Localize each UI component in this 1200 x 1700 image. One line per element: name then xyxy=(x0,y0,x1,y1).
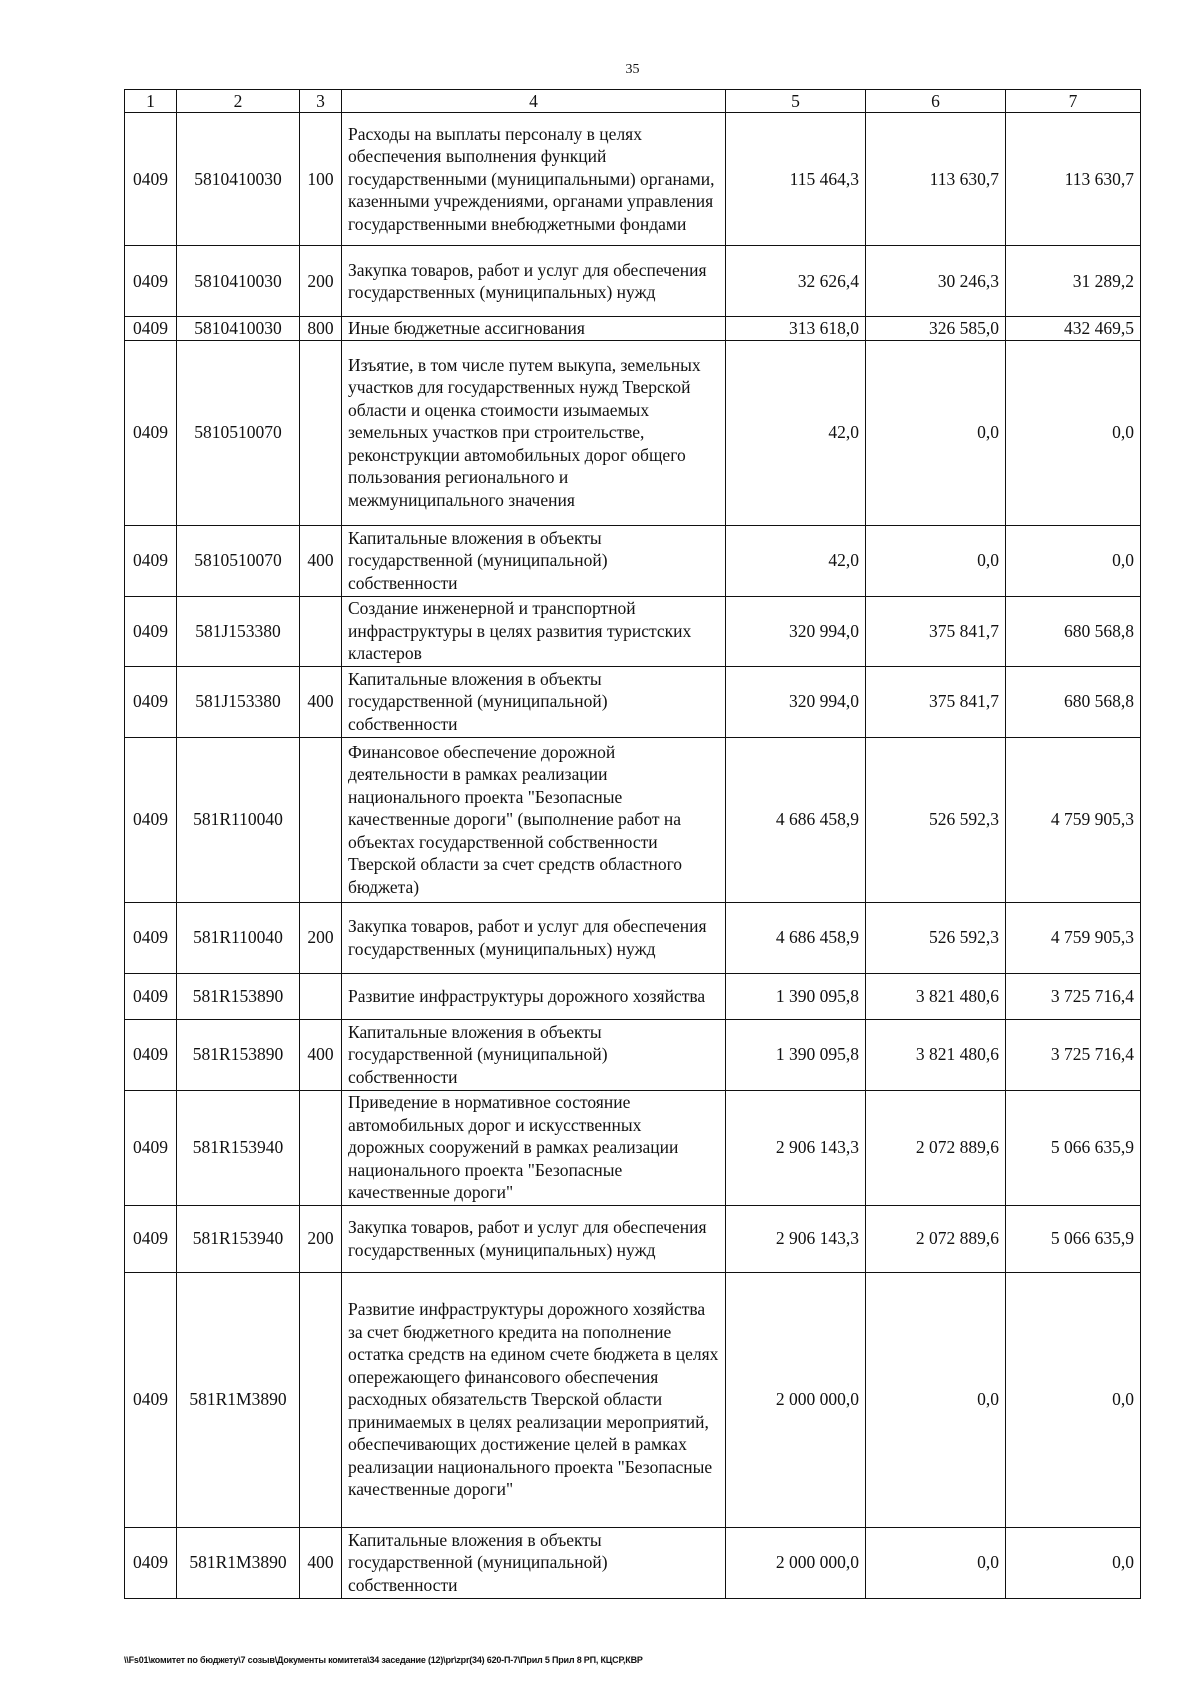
amount-year-2: 0,0 xyxy=(866,1272,1006,1527)
section-code: 0409 xyxy=(125,973,177,1019)
amount-year-1: 1 390 095,8 xyxy=(726,1019,866,1090)
amount-year-1: 313 618,0 xyxy=(726,317,866,341)
target-article-code: 581R1M3890 xyxy=(177,1527,300,1598)
section-code: 0409 xyxy=(125,1019,177,1090)
expense-type-code: 100 xyxy=(300,113,342,246)
amount-year-1: 42,0 xyxy=(726,340,866,525)
amount-year-2: 0,0 xyxy=(866,1527,1006,1598)
target-article-code: 581R110040 xyxy=(177,902,300,973)
amount-year-3: 5 066 635,9 xyxy=(1006,1090,1141,1205)
expense-description: Изъятие, в том числе путем выкупа, земельных участков для государственных нужд Тверской области и оценка стоимости изымаемых земельных участков при строительстве, реконструкции автомобильных дорог общего пользования регионального и межмуниципального значения xyxy=(342,340,726,525)
table-row xyxy=(125,1019,1141,1090)
target-article-code: 5810410030 xyxy=(177,317,300,341)
expense-description: Капитальные вложения в объекты государственной (муниципальной) собственности xyxy=(342,1527,726,1598)
expense-description: Капитальные вложения в объекты государственной (муниципальной) собственности xyxy=(342,666,726,737)
expense-type-code xyxy=(300,1090,342,1205)
expense-type-code: 200 xyxy=(300,902,342,973)
target-article-code: 581R153940 xyxy=(177,1090,300,1205)
column-header: 3 xyxy=(300,90,342,113)
expense-description: Капитальные вложения в объекты государственной (муниципальной) собственности xyxy=(342,1019,726,1090)
amount-year-3: 4 759 905,3 xyxy=(1006,737,1141,902)
column-header: 5 xyxy=(726,90,866,113)
amount-year-2: 526 592,3 xyxy=(866,737,1006,902)
table-row xyxy=(125,737,1141,902)
expense-description: Финансовое обеспечение дорожной деятельности в рамках реализации национального проекта "Безопасные качественные дороги" (выполнение работ на объектах государственной собственности Тверской области за счет средств областного бюджета) xyxy=(342,737,726,902)
expense-description: Капитальные вложения в объекты государственной (муниципальной) собственности xyxy=(342,525,726,596)
table-row xyxy=(125,113,1141,246)
section-code: 0409 xyxy=(125,317,177,341)
file-path-footer: \\Fs01\комитет по бюджету\7 созыв\Документы комитета\34 заседание (12)\pr\zpr(34) 620-П-7\Прил 5 Прил 8 РП, КЦСР,КВР xyxy=(124,1655,643,1665)
amount-year-1: 115 464,3 xyxy=(726,113,866,246)
amount-year-3: 3 725 716,4 xyxy=(1006,1019,1141,1090)
section-code: 0409 xyxy=(125,666,177,737)
target-article-code: 5810410030 xyxy=(177,246,300,317)
amount-year-2: 0,0 xyxy=(866,525,1006,596)
expense-type-code: 400 xyxy=(300,666,342,737)
target-article-code: 581R110040 xyxy=(177,737,300,902)
expense-type-code xyxy=(300,1272,342,1527)
column-header: 2 xyxy=(177,90,300,113)
expense-description: Расходы на выплаты персоналу в целях обеспечения выполнения функций государственными (муниципальными) органами, казенными учреждениями, органами управления государственными внебюджетными фондами xyxy=(342,113,726,246)
amount-year-3: 31 289,2 xyxy=(1006,246,1141,317)
column-header: 6 xyxy=(866,90,1006,113)
expense-type-code: 200 xyxy=(300,246,342,317)
table-row xyxy=(125,1272,1141,1527)
amount-year-3: 0,0 xyxy=(1006,525,1141,596)
amount-year-2: 526 592,3 xyxy=(866,902,1006,973)
target-article-code: 581J153380 xyxy=(177,596,300,666)
expense-type-code: 400 xyxy=(300,1019,342,1090)
section-code: 0409 xyxy=(125,1272,177,1527)
amount-year-1: 42,0 xyxy=(726,525,866,596)
expense-description: Закупка товаров, работ и услуг для обеспечения государственных (муниципальных) нужд xyxy=(342,1205,726,1272)
amount-year-1: 2 000 000,0 xyxy=(726,1272,866,1527)
expense-type-code: 200 xyxy=(300,1205,342,1272)
amount-year-1: 4 686 458,9 xyxy=(726,737,866,902)
amount-year-1: 2 000 000,0 xyxy=(726,1527,866,1598)
table-row xyxy=(125,666,1141,737)
amount-year-2: 113 630,7 xyxy=(866,113,1006,246)
amount-year-1: 4 686 458,9 xyxy=(726,902,866,973)
target-article-code: 581R1M3890 xyxy=(177,1272,300,1527)
section-code: 0409 xyxy=(125,246,177,317)
amount-year-2: 2 072 889,6 xyxy=(866,1090,1006,1205)
expense-type-code: 400 xyxy=(300,1527,342,1598)
page-number: 35 xyxy=(625,62,640,77)
amount-year-1: 2 906 143,3 xyxy=(726,1090,866,1205)
amount-year-3: 0,0 xyxy=(1006,1272,1141,1527)
amount-year-1: 320 994,0 xyxy=(726,666,866,737)
amount-year-2: 3 821 480,6 xyxy=(866,973,1006,1019)
amount-year-2: 326 585,0 xyxy=(866,317,1006,341)
amount-year-3: 113 630,7 xyxy=(1006,113,1141,246)
expense-type-code xyxy=(300,596,342,666)
expense-type-code: 800 xyxy=(300,317,342,341)
column-number-row xyxy=(125,90,1141,113)
expense-description: Развитие инфраструктуры дорожного хозяйства за счет бюджетного кредита на пополнение остатка средств на едином счете бюджета в целях опережающего финансового обеспечения расходных обязательств Тверской области принимаемых в целях реализации мероприятий, обеспечивающих достижение целей в рамках реализации национального проекта "Безопасные качественные дороги" xyxy=(342,1272,726,1527)
target-article-code: 5810510070 xyxy=(177,525,300,596)
target-article-code: 581R153890 xyxy=(177,1019,300,1090)
expense-description: Приведение в нормативное состояние автомобильных дорог и искусственных дорожных сооружений в рамках реализации национального проекта "Безопасные качественные дороги" xyxy=(342,1090,726,1205)
target-article-code: 5810410030 xyxy=(177,113,300,246)
expense-description: Закупка товаров, работ и услуг для обеспечения государственных (муниципальных) нужд xyxy=(342,902,726,973)
expense-type-code: 400 xyxy=(300,525,342,596)
column-header: 7 xyxy=(1006,90,1141,113)
amount-year-1: 32 626,4 xyxy=(726,246,866,317)
amount-year-3: 5 066 635,9 xyxy=(1006,1205,1141,1272)
section-code: 0409 xyxy=(125,737,177,902)
expense-description: Развитие инфраструктуры дорожного хозяйства xyxy=(342,973,726,1019)
column-header: 1 xyxy=(125,90,177,113)
target-article-code: 5810510070 xyxy=(177,340,300,525)
table-row xyxy=(125,246,1141,317)
section-code: 0409 xyxy=(125,1527,177,1598)
table-row xyxy=(125,1205,1141,1272)
expense-type-code xyxy=(300,340,342,525)
amount-year-3: 4 759 905,3 xyxy=(1006,902,1141,973)
table-row xyxy=(125,1527,1141,1598)
section-code: 0409 xyxy=(125,525,177,596)
target-article-code: 581R153940 xyxy=(177,1205,300,1272)
expense-description: Создание инженерной и транспортной инфраструктуры в целях развития туристских кластеров xyxy=(342,596,726,666)
target-article-code: 581J153380 xyxy=(177,666,300,737)
amount-year-1: 320 994,0 xyxy=(726,596,866,666)
table-row xyxy=(125,902,1141,973)
table-row xyxy=(125,525,1141,596)
table-row xyxy=(125,340,1141,525)
amount-year-2: 375 841,7 xyxy=(866,666,1006,737)
section-code: 0409 xyxy=(125,1090,177,1205)
column-header: 4 xyxy=(342,90,726,113)
amount-year-3: 0,0 xyxy=(1006,1527,1141,1598)
expense-description: Иные бюджетные ассигнования xyxy=(342,317,726,341)
amount-year-2: 30 246,3 xyxy=(866,246,1006,317)
table-row xyxy=(125,1090,1141,1205)
budget-table xyxy=(124,89,1141,1599)
section-code: 0409 xyxy=(125,902,177,973)
table-row xyxy=(125,317,1141,341)
section-code: 0409 xyxy=(125,596,177,666)
expense-type-code xyxy=(300,737,342,902)
target-article-code: 581R153890 xyxy=(177,973,300,1019)
amount-year-1: 2 906 143,3 xyxy=(726,1205,866,1272)
section-code: 0409 xyxy=(125,1205,177,1272)
amount-year-3: 680 568,8 xyxy=(1006,596,1141,666)
amount-year-1: 1 390 095,8 xyxy=(726,973,866,1019)
amount-year-2: 2 072 889,6 xyxy=(866,1205,1006,1272)
section-code: 0409 xyxy=(125,113,177,246)
expense-description: Закупка товаров, работ и услуг для обеспечения государственных (муниципальных) нужд xyxy=(342,246,726,317)
amount-year-2: 0,0 xyxy=(866,340,1006,525)
amount-year-3: 3 725 716,4 xyxy=(1006,973,1141,1019)
amount-year-3: 0,0 xyxy=(1006,340,1141,525)
table-row xyxy=(125,973,1141,1019)
expense-type-code xyxy=(300,973,342,1019)
table-row xyxy=(125,596,1141,666)
amount-year-2: 375 841,7 xyxy=(866,596,1006,666)
amount-year-2: 3 821 480,6 xyxy=(866,1019,1006,1090)
section-code: 0409 xyxy=(125,340,177,525)
amount-year-3: 432 469,5 xyxy=(1006,317,1141,341)
amount-year-3: 680 568,8 xyxy=(1006,666,1141,737)
